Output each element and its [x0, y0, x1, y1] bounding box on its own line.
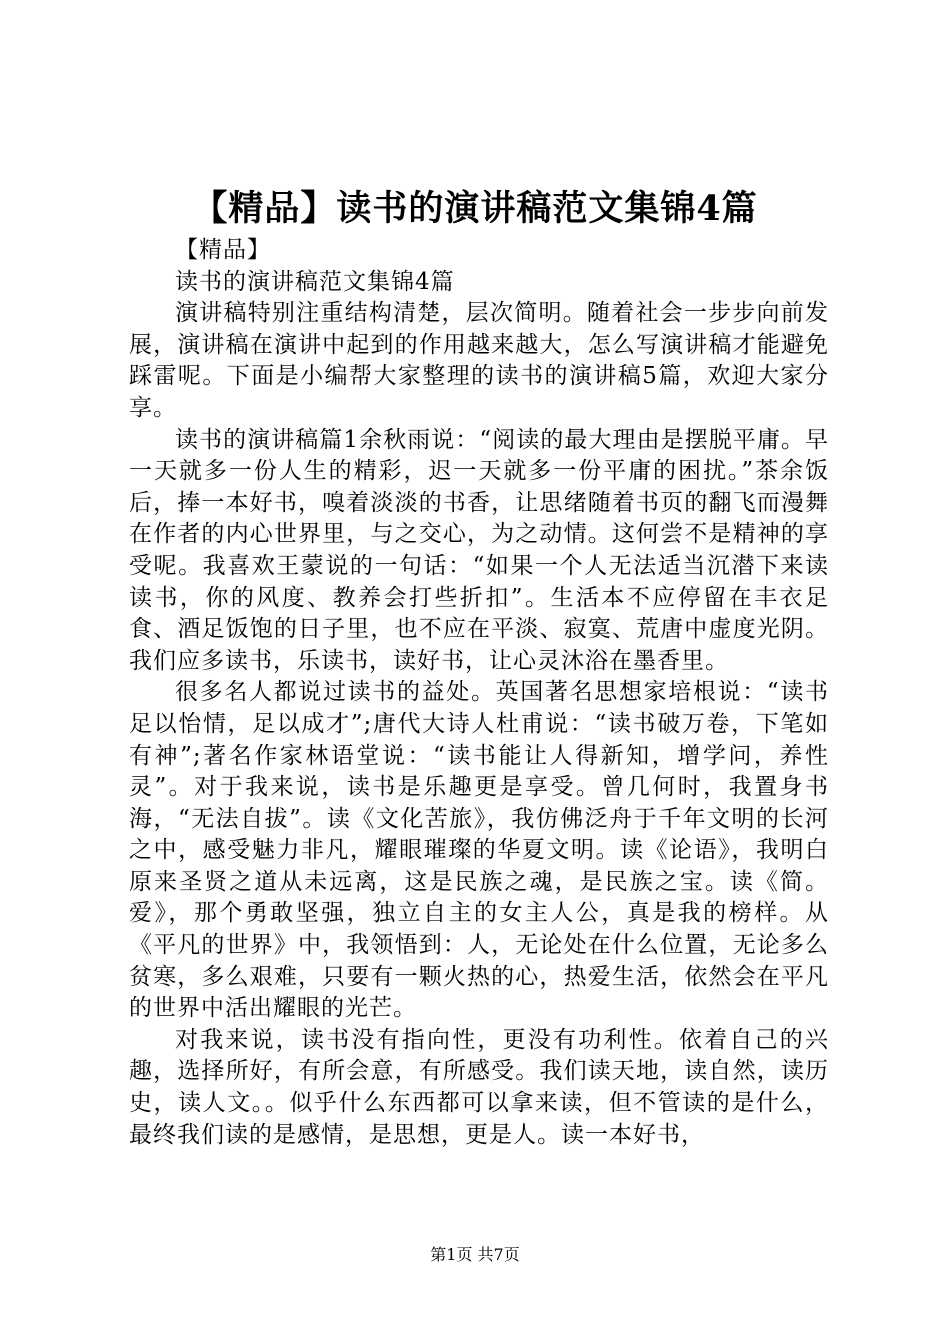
paragraph-speech-1: 读书的演讲稿篇1余秋雨说：“阅读的最大理由是摆脱平庸。早一天就多一份人生的精彩，迟一天就多一份平庸的困扰。”茶余饭后，捧一本好书，嗅着淡淡的书香，让思绪随着书页的翻飞而漫舞在作者的内心世界里，与之交心，为之动情。这何尝不是精神的享受呢。我喜欢王蒙说的一句话：“如果一个人无法适当沉潜下来读读书，你的风度、教养会打些折扣”。生活本不应停留在丰衣足食、酒足饭饱的日子里，也不应在平淡、寂寞、荒唐中虚度光阴。我们应多读书，乐读书，读好书，让心灵沐浴在墨香里。 — [129, 426, 829, 674]
paragraph-famous-quotes: 很多名人都说过读书的益处。英国著名思想家培根说：“读书足以怡情，足以成才”;唐代大诗人杜甫说：“读书破万卷，下笔如有神”;著名作家林语堂说：“读书能让人得新知，增学问，养性灵”。对于我来说，读书是乐趣更是享受。曾几何时，我置身书海，“无法自拔”。读《文化苦旅》，我仿佛泛舟于千年文明的长河之中，感受魅力非凡，耀眼璀璨的华夏文明。读《论语》，我明白原来圣贤之道从未远离，这是民族之魂，是民族之宝。读《简。爱》，那个勇敢坚强，独立自主的女主人公，真是我的榜样。从《平凡的世界》中，我领悟到：人，无论处在什么位置，无论多么贫寒，多么艰难，只要有一颗火热的心，热爱生活，依然会在平凡的世界中活出耀眼的光芒。 — [129, 679, 829, 1022]
paragraph-intro: 演讲稿特别注重结构清楚，层次简明。随着社会一步步向前发展，演讲稿在演讲中起到的作用越来越大，怎么写演讲稿才能避免踩雷呢。下面是小编帮大家整理的读书的演讲稿5篇，欢迎大家分享。 — [129, 300, 829, 421]
paragraph-subtitle-line: 读书的演讲稿范文集锦4篇 — [175, 268, 455, 295]
page-number-footer: 第1页 共7页 — [430, 1245, 520, 1264]
document-title: 【精品】读书的演讲稿范文集锦4篇 — [192, 188, 758, 229]
paragraph-reading-purpose: 对我来说，读书没有指向性，更没有功利性。依着自己的兴趣，选择所好，有所会意，有所感受。我们读天地，读自然，读历史，读人文。。似乎什么东西都可以拿来读，但不管读的是什么，最终我们读的是感情，是思想，更是人。读一本好书， — [129, 1026, 829, 1148]
document-body — [129, 235, 829, 1151]
paragraph-tag-line: 【精品】 — [175, 237, 271, 263]
